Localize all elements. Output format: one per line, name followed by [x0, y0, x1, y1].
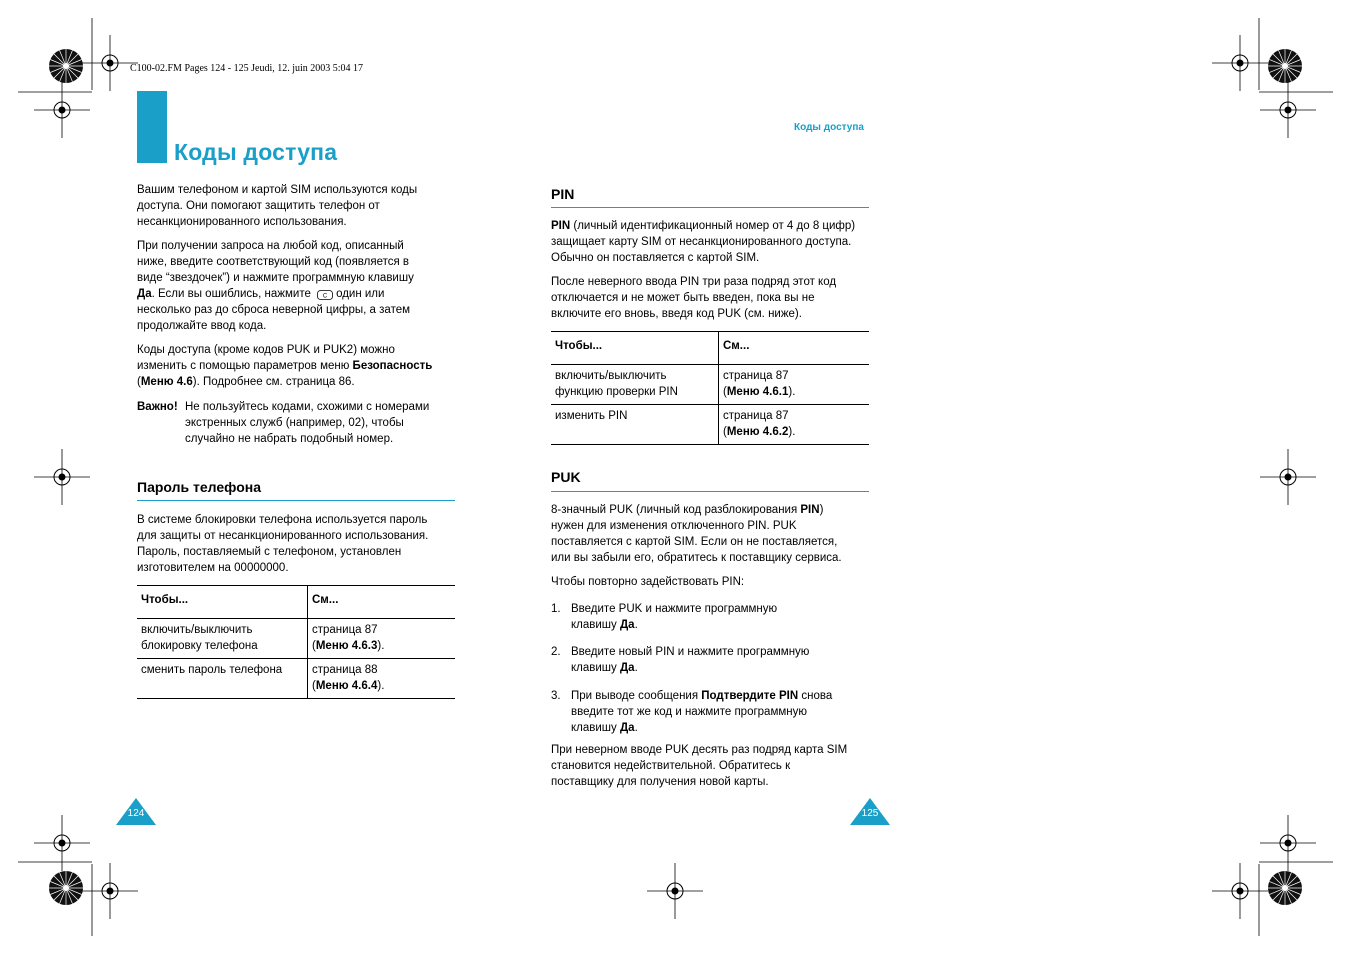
section-rule [551, 207, 869, 208]
puk-heading: PUK [551, 469, 581, 485]
print-header-info: C100-02.FM Pages 124 - 125 Jeudi, 12. juin 2003 5:04 17 [130, 63, 364, 74]
important-label: Важно! [137, 401, 178, 413]
title-accent-bar [137, 91, 167, 163]
phone-password-heading: Пароль телефона [137, 479, 261, 495]
table-row: включить/выключить функцию проверки PIN страница 87 (Меню 4.6.1). [551, 365, 869, 405]
intro-paragraph: Вашим телефоном и картой SIM используются коды доступа. Они помогают защитить телефон от несанкционированного использования. [137, 184, 418, 228]
page-number-right: 125 [850, 798, 890, 825]
pin-paragraph-2: После неверного ввода PIN три раза подряд этот код отключается и не может быть введен, пока вы не включите его вновь, введя код PUK (см. ниже). [551, 276, 837, 320]
table-row: сменить пароль телефона страница 88 (Меню 4.6.4). [137, 659, 455, 699]
table-row: изменить PIN страница 87 (Меню 4.6.2). [551, 405, 869, 445]
codes-paragraph: Коды доступа (кроме кодов PUK и PUK2) можно изменить с помощью параметров меню Безопасность (Меню 4.6). Подробнее см. страница 86. [137, 344, 433, 388]
phone-password-paragraph: В системе блокировки телефона используется пароль для защиты от несанкционированного использования. Пароль, поставляемый с телефоном, установлен изготовителем на 00000000. [137, 514, 429, 574]
puk-paragraph-3: При неверном вводе PUK десять раз подряд карта SIM становится недействительной. Обратитесь к поставщику для получения новой карты. [551, 744, 848, 788]
important-note: Важно! Не пользуйтесь кодами, схожими с номерами экстренных служб (например, 02), чтобы случайно не набрать подобный номер. [137, 401, 430, 445]
phone-password-table [137, 585, 455, 699]
page-number-left: 124 [116, 798, 156, 825]
svg-text:C: C [322, 293, 328, 300]
section-rule [137, 500, 455, 501]
page-title: Коды доступа [174, 139, 338, 165]
puk-paragraph-1: 8-значный PUK (личный код разблокирования PIN) нужен для изменения отключенного PIN. PUK поставляется с картой SIM. Если он не поставляется, или вы забыли его, обратитесь к поставщику сервиса. [551, 504, 842, 564]
puk-paragraph-2: Чтобы повторно задействовать PIN: [551, 576, 745, 588]
request-paragraph: При получении запроса на любой код, описанный ниже, введите соответствующий код (появляется в виде “звездочек”) и нажмите программную клавишу Да. Если вы ошиблись, нажмите C один или несколько раз до сброса неверной цифры, а затем продолжайте ввод кода. [137, 240, 414, 332]
table-row: включить/выключить блокировку телефона страница 87 (Меню 4.6.3). [137, 619, 455, 659]
pin-heading: PIN [551, 186, 575, 202]
pin-paragraph-1: PIN (личный идентификационный номер от 4 до 8 цифр) защищает карту SIM от несанкционированного доступа. Обычно он поставляется с картой SIM. [551, 220, 856, 264]
table-header-row: Чтобы... См... [551, 332, 869, 365]
table-header-row: Чтобы... См... [137, 586, 455, 619]
running-head: Коды доступа [794, 122, 864, 133]
c-key-icon [317, 289, 333, 299]
section-rule [551, 491, 869, 492]
pin-table [551, 331, 869, 445]
